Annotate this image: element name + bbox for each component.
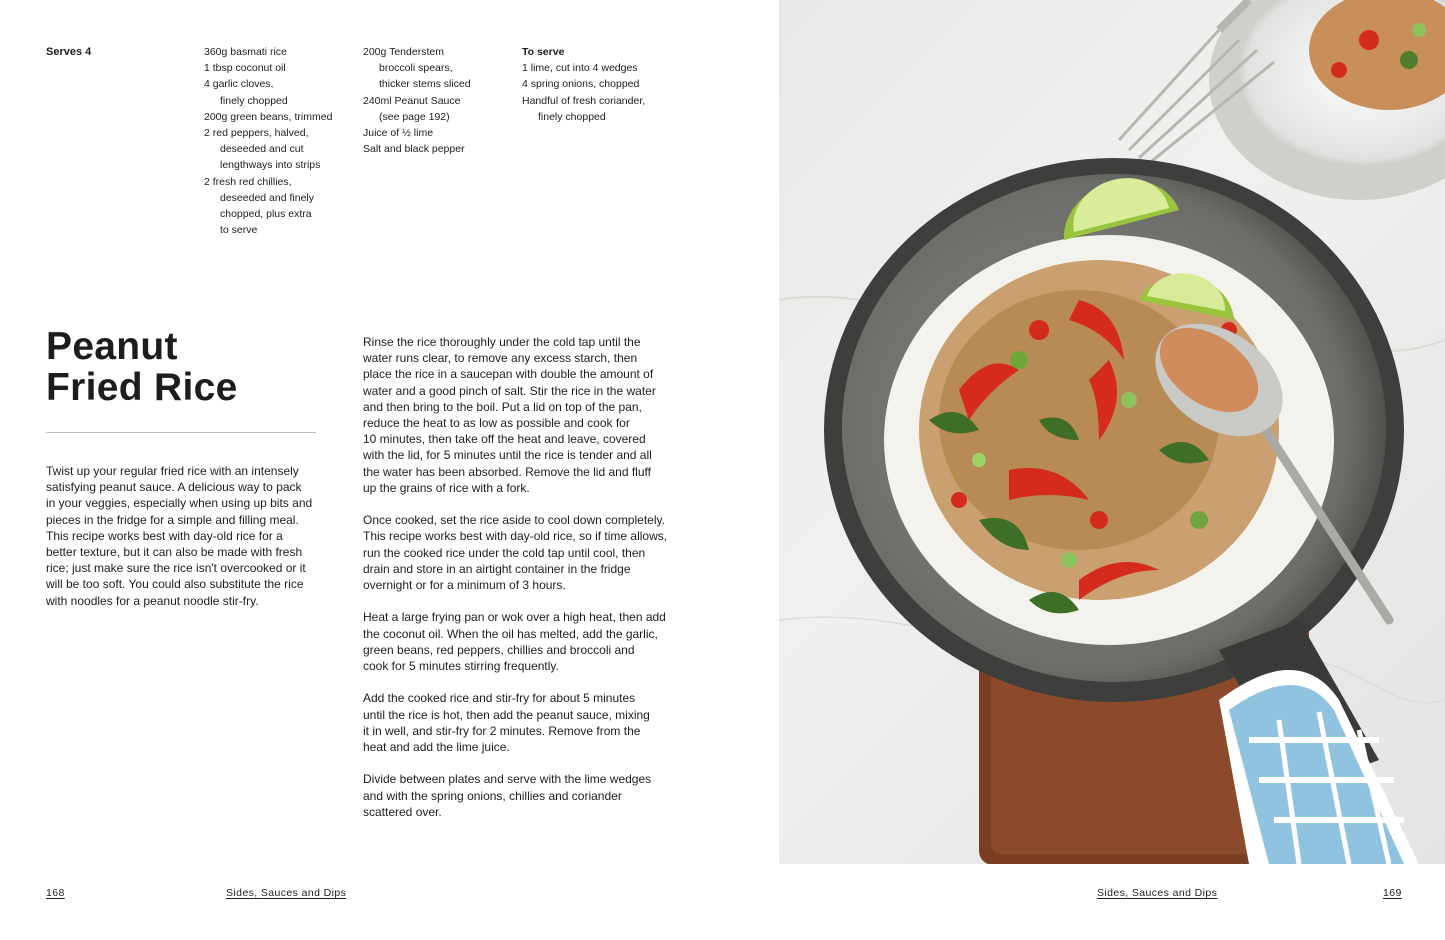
ingredient-line: 4 garlic cloves, (204, 78, 274, 91)
intro-line: better texture, but it can also be made with fresh (46, 545, 303, 560)
method-line: This recipe works best with day-old rice, so if time allows, (363, 529, 668, 544)
method-line: scattered over. (363, 804, 442, 819)
method-line: Once cooked, set the rice aside to cool down completely. (363, 513, 665, 528)
method-line: Add the cooked rice and stir-fry for about 5 minutes (363, 691, 636, 706)
method-line: Divide between plates and serve with the lime wedges (363, 772, 652, 787)
ingredients-column-2 (363, 44, 513, 157)
intro-line: Twist up your regular fried rice with an intensely (46, 464, 299, 478)
method-line: Rinse the rice thoroughly under the cold tap until the (363, 335, 641, 349)
ingredient-line: 240ml Peanut Sauce (363, 94, 461, 107)
ingredient-line: 1 tbsp coconut oil (204, 62, 286, 75)
page-number-left[interactable]: 168 (46, 887, 65, 899)
method-line: cook for 5 minutes stirring frequently. (363, 659, 559, 674)
recipe-intro (46, 463, 316, 609)
intro-line: will be too soft. You could also substitute the rice (46, 577, 304, 592)
ingredient-line: deseeded and cut (220, 143, 304, 156)
method-step (363, 771, 673, 820)
ingredient-line: 2 red peppers, halved, (204, 127, 309, 140)
method-step (363, 609, 673, 674)
ingredient-line: deseeded and finely (220, 191, 314, 204)
method-line: place the rice in a saucepan with double the amount of (363, 367, 654, 382)
method-line: overnight or for a minimum of 3 hours. (363, 578, 566, 593)
method-line: up the grains of rice with a fork. (363, 480, 530, 495)
title-divider (46, 432, 316, 433)
intro-line: This recipe works best with day-old rice for a (46, 528, 283, 543)
method-line: the coconut oil. When the oil has melted, add the garlic, (363, 626, 658, 641)
blue-tea-towel (1219, 670, 1419, 864)
method-line: until the rice is hot, then add the peanut sauce, mixing (363, 707, 650, 722)
method-line: water and a good pinch of salt. Stir the rice in the water (363, 383, 656, 398)
ingredient-line: lengthways into strips (220, 159, 321, 172)
ingredient-line: 200g green beans, trimmed (204, 110, 333, 123)
method-line: and then bring to the boil. Put a lid on top of the pan, (363, 399, 642, 414)
ingredient-line: broccoli spears, (379, 62, 453, 75)
ingredients-column-1 (204, 44, 354, 238)
serves-label: Serves 4 (46, 46, 92, 58)
method-line: green beans, red peppers, chillies and broccoli and (363, 642, 635, 657)
ingredient-line: thicker stems sliced (379, 78, 471, 91)
right-page (779, 0, 1445, 940)
ingredient-line: 360g basmati rice (204, 46, 287, 58)
intro-line: pieces in the fridge for a simple and filling meal. (46, 512, 299, 527)
method-line: reduce the heat to as low as possible and cook for (363, 416, 630, 431)
ingredient-line: Salt and black pepper (363, 143, 465, 156)
method-line: water runs clear, to remove any excess starch, then (363, 351, 638, 366)
ingredient-line: 4 spring onions, chopped (522, 78, 640, 91)
page-number-right[interactable]: 169 (1383, 887, 1402, 899)
ingredient-line: 2 fresh red chillies, (204, 175, 292, 188)
method-line: heat and add the lime juice. (363, 740, 510, 755)
intro-line: rice; just make sure the rice isn't overcooked or it (46, 561, 306, 576)
side-bowl (1209, 0, 1445, 200)
recipe-title-line-1: Peanut (46, 325, 178, 368)
method-step (363, 512, 673, 593)
recipe-title (46, 326, 238, 408)
ingredient-line: 1 lime, cut into 4 wedges (522, 62, 638, 75)
method-step (363, 690, 673, 755)
ingredient-line: Handful of fresh coriander, (522, 94, 646, 107)
method-line: drain and store in an airtight container in the fridge (363, 561, 631, 576)
ingredients-column-3 (522, 44, 672, 125)
peanut-fried-rice-photo (779, 0, 1445, 864)
ingredient-line: finely chopped (220, 94, 288, 107)
intro-line: satisfying peanut sauce. A delicious way to pack (46, 480, 302, 495)
method-line: run the cooked rice under the cold tap until cool, then (363, 545, 646, 560)
to-serve-heading: To serve (522, 46, 565, 58)
ingredient-line: (see page 192) (379, 110, 450, 123)
intro-line: with noodles for a peanut noodle stir-fry. (46, 593, 259, 608)
ingredient-line: 200g Tenderstem (363, 46, 444, 58)
recipe-title-line-2: Fried Rice (46, 366, 238, 409)
method-line: it in well, and stir-fry for 2 minutes. Remove from the (363, 723, 641, 738)
method-line: Heat a large frying pan or wok over a high heat, then add (363, 610, 666, 625)
intro-line: in your veggies, especially when using up bits and (46, 496, 313, 511)
method-line: the water has been absorbed. Remove the lid and fluff (363, 464, 651, 479)
method-line: and with the spring onions, chillies and coriander (363, 788, 622, 803)
ingredient-line: chopped, plus extra (220, 208, 312, 221)
ingredient-line: finely chopped (538, 110, 606, 123)
recipe-method (363, 334, 673, 836)
section-link-right[interactable]: Sides, Sauces and Dips (1097, 887, 1218, 899)
ingredient-line: Juice of ½ lime (363, 127, 434, 140)
recipe-photo (779, 0, 1445, 864)
method-line: 10 minutes, then take off the heat and leave, covered (363, 432, 646, 447)
section-link-left[interactable]: Sides, Sauces and Dips (226, 887, 347, 899)
method-step (363, 334, 673, 496)
method-line: with the lid, for 5 minutes until the rice is tender and all (363, 448, 652, 463)
ingredient-line: to serve (220, 224, 258, 237)
